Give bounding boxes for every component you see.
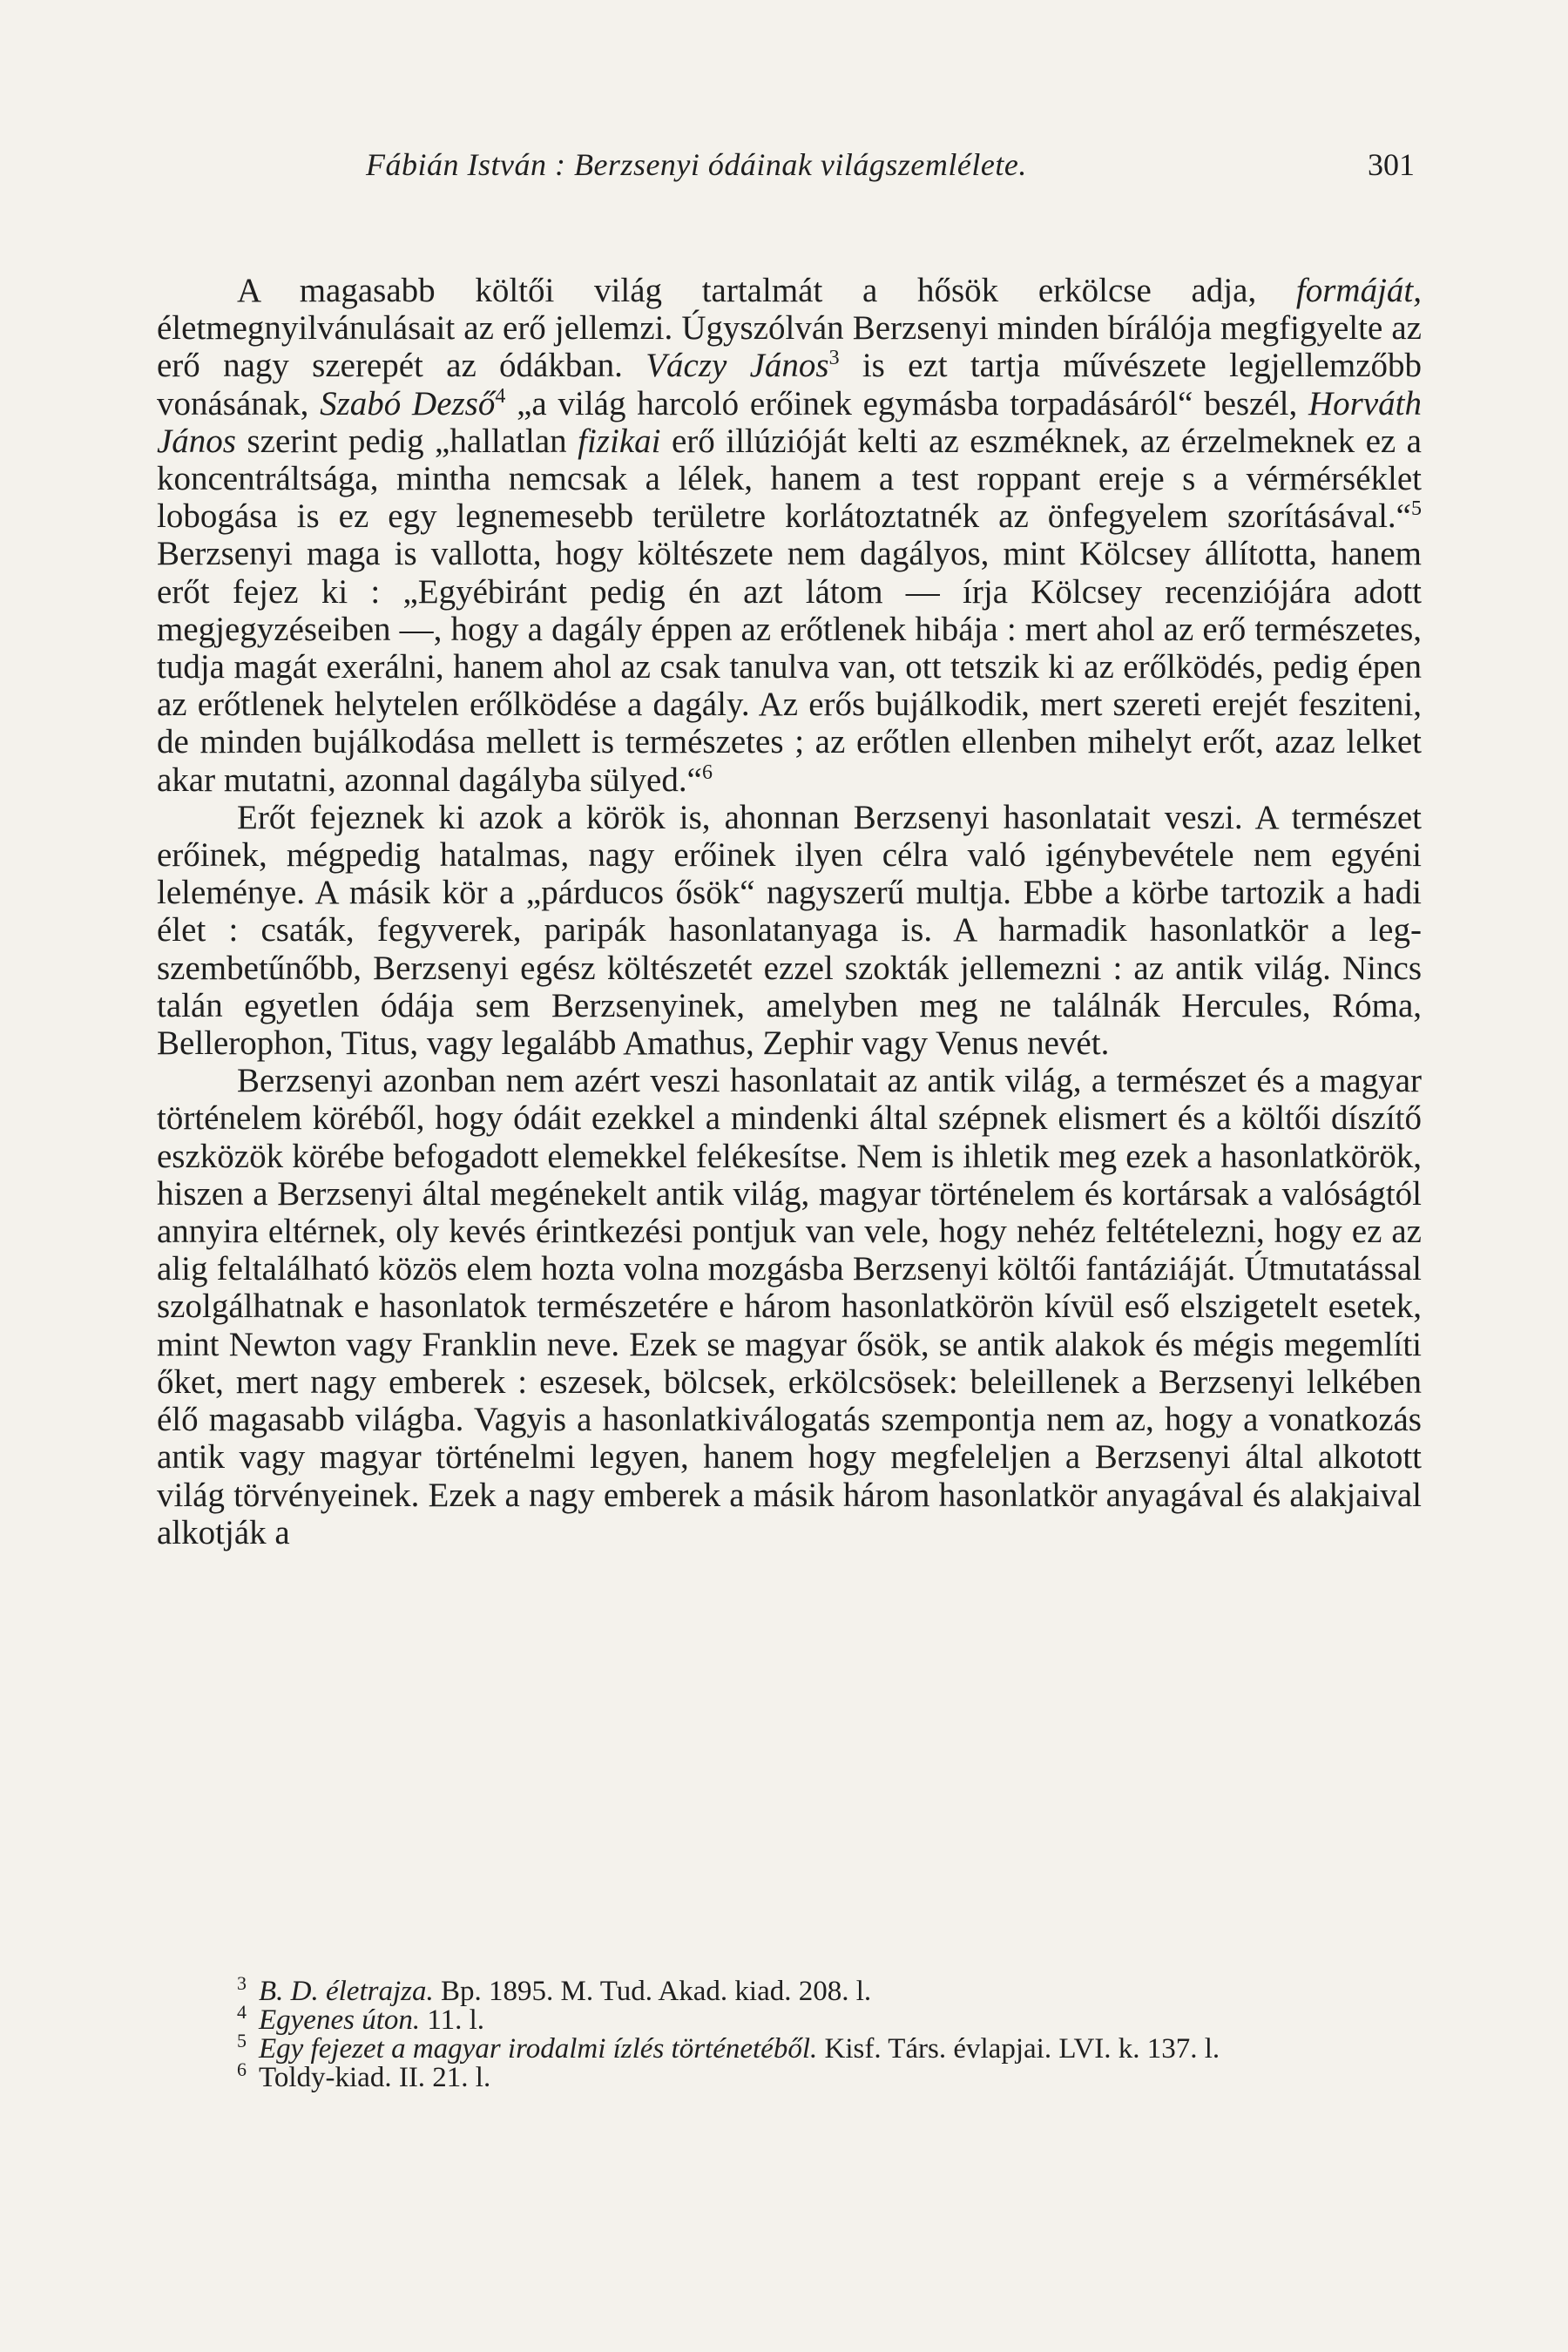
text-run: is ezt tartja művészete legjellemzőbb vonásának, [157,347,1423,422]
italic-text: Egyenes úton. [259,2004,421,2036]
main-text [157,272,1422,1551]
footnote-number: 5 [237,2030,247,2051]
text-run: Erőt fejeznek ki azok a körök is, ahonnan Berzsenyi hasonlatait veszi. A természet erőinek, mégpedig hatalmas, nagy erőinek ilyen célra való igénybevétele nem egyéni leleménye. A másik kör a „párducos ősök“ nagyszerű multja. Ebbe a körbe tartozik a hadi élet : csaták, fegyverek, paripák hasonlatanyaga is. A harmadik hasonlatkör a legszembetűnőbb, Berzsenyi egész költészetét ezzel szokták jellemezni : az antik világ. Nincs talán egyetlen ódája sem Berzsenyinek, amelyben meg ne találnák Hercules, Róma, Bellerophon, Titus, vagy legalább Amathus, Zephir vagy Venus nevét. [157,798,1422,1063]
italic-text: B. D. életrajza. [259,1976,434,2007]
running-head: Fábián István : Berzsenyi ódáinak világszemlélete. [366,147,1027,182]
page-number: 301 [1368,147,1415,182]
footnote-5 [157,2030,1422,2065]
footnote-4 [157,2001,1422,2036]
text-run: Kisf. Társ. évlapjai. LVI. k. 137. l. [817,2033,1220,2065]
text-run: Bp. 1895. M. Tud. Akad. kiad. 208. l. [433,1976,872,2007]
footnote-number: 3 [237,1972,247,1994]
footnote-ref: 5 [1411,497,1422,521]
text-run: szerint pedig „hallatlan [236,422,578,460]
text-run: „a világ harcoló erőinek egymásba torpadásáról“ beszél, [505,384,1309,422]
italic-text: formáját, [1295,272,1422,309]
italic-text: fizikai [578,422,661,460]
italic-text: Váczy János [645,347,829,385]
italic-text: Egy fejezet a magyar irodalmi ízlés történetéből. [259,2033,818,2065]
footnote-3 [157,1972,1422,2007]
italic-text: Horváth János [157,384,1423,460]
footnotes [157,1972,1422,2093]
text-run: A magasabb költői világ tartalmát a hősök erkölcse adja, [237,272,1296,309]
paragraph-2 [157,799,1422,1062]
footnote-number: 4 [237,2001,247,2023]
footnote-ref: 6 [701,760,713,784]
footnote-number: 6 [237,2058,247,2080]
footnote-ref: 4 [495,384,506,408]
text-run: életmegnyilvánulásait az erő jellemzi. Úgyszólván Berzsenyi minden bírálója megfigyelte az erő nagy szerepét az ódákban. [157,309,1422,385]
paragraph-3 [157,1062,1422,1551]
text-run: Berzsenyi azonban nem azért veszi hasonlatait az antik világ, a természet és a magyar történelem köréből, hogy ódáit ezekkel a mindenki által szépnek elismert és a költői díszítő eszközök körébe befogadott elemekkel felékesítse. Nem is ihletik meg ezek a hasonlatkörök, hiszen a Berzsenyi által megénekelt antik világ, magyar történelem és kortársak a valóságtól annyira eltérnek, oly kevés érintkezési pontjuk van vele, hogy nehéz feltételezni, hogy ez az alig feltalálható közös elem hozta volna mozgásba Berzsenyi költői fantáziáját. Útmutatással szolgálhatnak e hasonlatok természetére e három hasonlatkörön kívül eső elszigetelt esetek, mint Newton vagy Franklin neve. Ezek se magyar ősök, se antik alakok és mégis megemlíti őket, mert nagy emberek : eszesek, bölcsek, erkölcsösek: beleillenek a Berzsenyi lelkében élő magasabb világba. Vagyis a hasonlatkiválogatás szempontja nem az, hogy a vonatkozás antik vagy magyar történelmi legyen, hanem hogy megfeleljen a Berzsenyi által alkotott világ törvényeinek. Ezek a nagy emberek a másik három hasonlatkör anyagával és alakjaival alkotják a [157,1062,1422,1551]
text-run: Toldy-kiad. II. 21. l. [259,2062,491,2093]
paragraph-1 [157,272,1422,799]
text-run: erő illúzióját kelti az eszméknek, az érzelmeknek ez a koncentráltsága, mintha nemcsak a lélek, hanem a test roppant ereje s a vérmérséklet lobogása is ez egy legnemesebb területre korlátoztatnék az önfegyelem szorításával.“ [157,422,1422,536]
text-run: 11. l. [420,2004,485,2036]
footnote-6 [157,2058,1422,2093]
footnote-ref: 3 [828,347,840,370]
italic-text: Szabó Dezső [320,384,496,422]
text-run: Berzsenyi maga is vallotta, hogy költészete nem dagályos, mint Kölcsey állította, hanem erőt fejez ki : „Egyébiránt pedig én azt látom — írja Kölcsey recenziójára adott megjegyzéseiben —, hogy a dagály éppen az erőtlenek hibája : mert ahol az erő természetes, tudja magát exerálni, hanem ahol az csak tanulva van, ott tetszik ki az erőlködés, pedig épen az erőtlenek helytelen erőlködése a dagály. Az erős bujálkodik, mert szereti erejét fesziteni, de minden bujálkodása mellett is természetes ; az erőtlen ellenben mihelyt erőt, azaz lelket akar mutatni, azonnal dagályba sülyed.“ [157,535,1422,799]
